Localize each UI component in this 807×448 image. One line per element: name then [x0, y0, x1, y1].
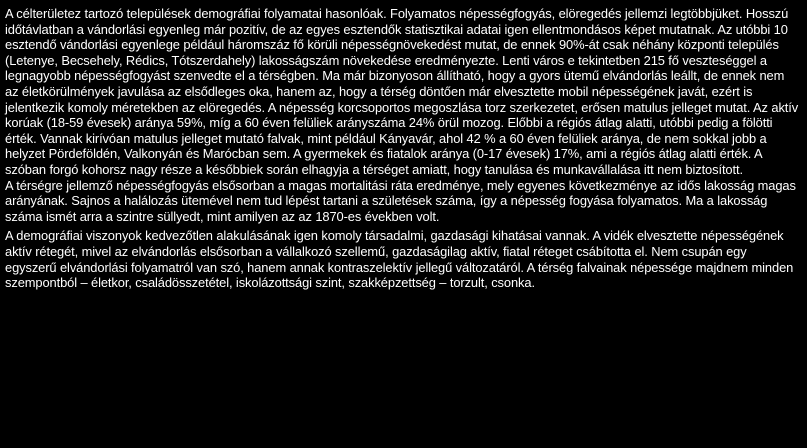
paragraph-demographic-processes: A célterületez tartozó települések demográfiai folyamatai hasonlóak. Folyamatos népességfogyás, elöregedés jellemzi legtöbbjüket. Hosszú időtávlatban a vándorlási egyenleg már pozitív, de az egyes esztendők statisztikai adatai igen ellentmondásos képet mutatnak. Az utóbbi 10 esztendő vándorlási egyenlege például háromszáz fő körüli népességnövekedést mutat, de ennek 90%-át csak néhány központi település (Letenye, Becsehely, Rédics, Tótszerdahely) lakosságszám növekedése eredményezte. Lenti város e tekintetben 215 fő veszteséggel a legnagyobb népességfogyást szenvedte el a térségben. Ma már bizonyoson állítható, hogy a gyors ütemű elvándorlás leállt, de ennek nem az életkörülmények javulása az elsődleges oka, hanem az, hogy a térség döntően már elvesztette mobil népességének javát, ezért is jelentkezik komoly méretekben az elöregedés. A népesség korcsoportos megoszlása torz szerkezetet, erősen matulus jelleget mutat. Az aktív korúak (18-59 évesek) aránya 59%, míg a 60 éven felüliek arányszáma 24% örül mozog. Előbbi a régiós átlag alatti, utóbbi pedig a fölötti érték. Vannak kirívóan matulus jelleget mutató falvak, mint például Kányavár, ahol 42 % a 60 éven felüliek aránya, de nem sokkal jobb a helyzet Pördeföldén, Valkonyán és Marócban sem. A gyermekek és fiatalok aránya (0-17 évesek) 17%, ami a régiós átlag alatti érték. A szóban forgó kohorsz nagy része a későbbiek során elhagyja a térséget amiatt, hogy tanulása és munkavállalása itt nem biztosított. — [5, 6, 799, 177]
paragraph-population-decline: A térségre jellemző népességfogyás elsősorban a magas mortalitási ráta eredménye, mely egyenes következménye az idős lakosság magas arányának. Sajnos a halálozás ütemével nem tud lépést tartani a születések száma, így a népesség fogyása folyamatos. Ma a lakosság száma ismét arra a szintre süllyedt, mint amilyen az az 1870-es években volt. — [5, 177, 796, 224]
paragraph-social-consequences: A demográfiai viszonyok kedvezőtlen alakulásának igen komoly társadalmi, gazdasági kihatásai vannak. A vidék elvesztette népességének aktív rétegét, mivel az elvándorlás elsősorban a vállalkozó szellemű, gazdaságilag aktív, fiatal réteget csábította el. Nem csupán egy egyszerű elvándorlási folyamatról van szó, hanem annak kontraszelektív jellegű változatáról. A térség falvainak népessége majdnem minden szempontból – életkor, családösszetétel, iskolázottsági szint, szakképzettség – torzult, csonka. — [5, 228, 794, 291]
